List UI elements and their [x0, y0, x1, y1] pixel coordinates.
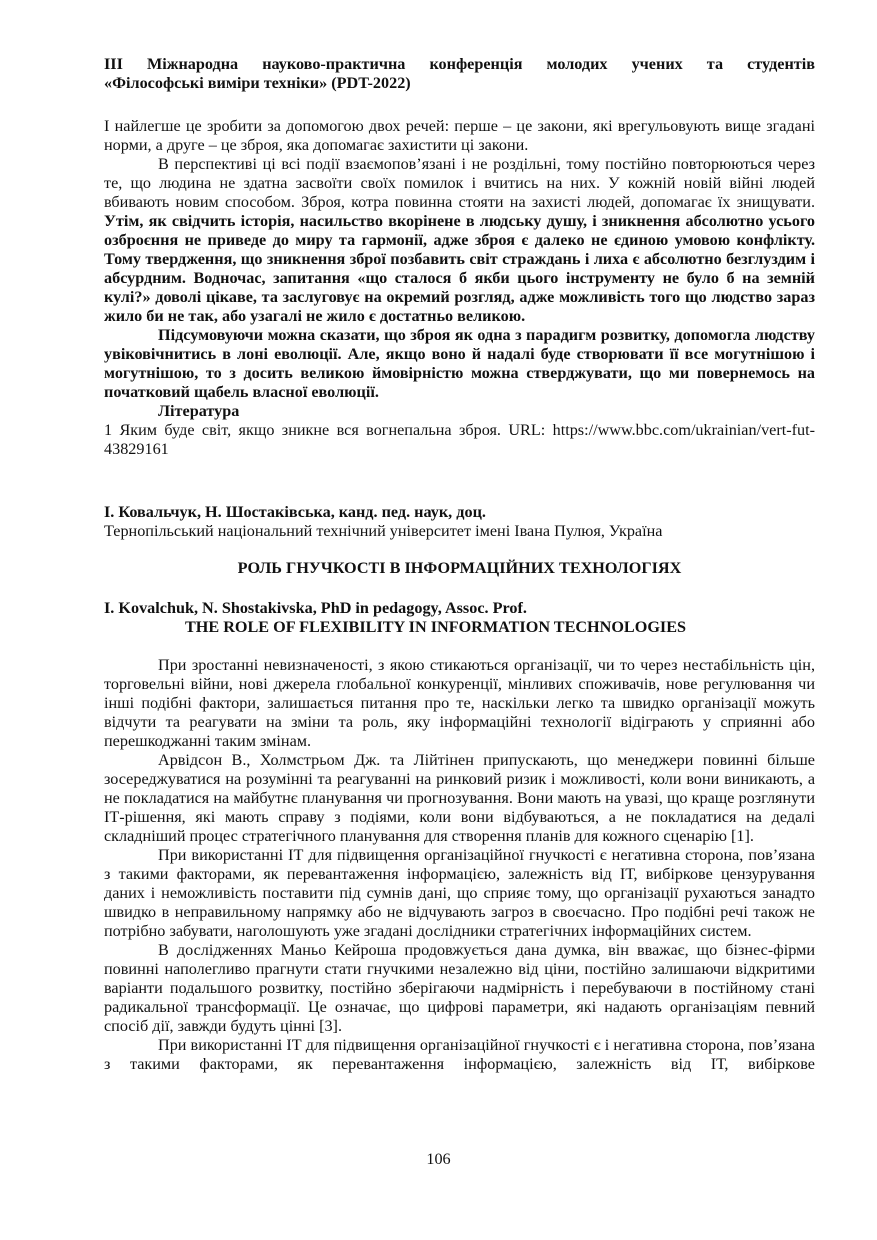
article-title-ua: РОЛЬ ГНУЧКОСТІ В ІНФОРМАЦІЙНИХ ТЕХНОЛОГІЯХ: [237, 559, 682, 577]
conclusion-paragraph: Підсумовуючи можна сказати, що зброя як одна з парадигм розвитку, допомогла людству увіковічнитись в лоні еволюції. Але, якщо воно й надалі буде створювати її все могутнішою і могутнішою, то з досить великою ймовірністю можна стверджувати, що ми повернемось на початковий щабель власної еволюції.: [104, 326, 815, 401]
paragraph-bold-text: Утім, як свідчить історія, насильство вкорінене в людську душу, і зникнення абсолютно усього озброєння не приведе до миру та гармонії, адже зброя є далеко не єдиною умовою конфлікту. Тому твердження, що зникнення зброї позбавить світ страждань і лиха є абсолютно безглуздим і абсурдним. Водночас, запитання «що сталося б якби цього інструменту не було б на земній кулі?» доволі цікаве, та заслуговує на окремий розгляд, адже можливість того що людство зараз жило би не так, або узагалі не жило є достатньо великою.: [104, 212, 815, 325]
page-number: 106: [426, 1150, 451, 1168]
paragraph: При використанні ІТ для підвищення організаційної гнучкості є і негативна сторона, пов’язана з такими факторами, як перевантаження інформацією, залежність від ІТ, вибіркове: [104, 1036, 815, 1073]
previous-article-body: [104, 117, 815, 459]
article-byline-ua: [104, 503, 815, 541]
paragraph: При використанні ІТ для підвищення організаційної гнучкості є негативна сторона, пов’язана з такими факторами, як перевантаження інформацією, залежність від ІТ, вибіркове цензурування даних і неможливість поставити під сумнів дані, що сприяє тому, що організації рухаються занадто швидко в неправильному напрямку або не відчувають загроз в своєчасно. Про подібні речі також не потрібно забувати, наголошують уже згадані дослідники стратегічних інформаційних систем.: [104, 846, 815, 940]
reference-item: [104, 421, 815, 459]
conference-header: [104, 55, 815, 93]
affiliation-ua: Тернопільський національний технічний університет імені Івана Пулюя, Україна: [104, 522, 663, 540]
paragraph: І найлегше це зробити за допомогою двох речей: перше – це закони, які врегульовують вище згадані норми, а друге – це зброя, яка допомагає захистити ці закони.: [104, 117, 815, 154]
conference-header-line1: III Міжнародна науково-практична конференція молодих учених та студентів: [104, 55, 815, 73]
authors-ua: І. Ковальчук, Н. Шостаківська, канд. пед. наук, доц.: [104, 503, 486, 521]
article-title-en: THE ROLE OF FLEXIBILITY IN INFORMATION TECHNOLOGIES: [185, 618, 687, 636]
paragraph: В дослідженнях Маньо Кейроша продовжується дана думка, він вважає, що бізнес-фірми повинні наполегливо прагнути стати гнучкими незалежно від ціни, постійно залишаючи відкритими варіанти подальшого розвитку, постійно зберігаючи надмірність і перебуваючи в постійному стані радикальної трансформації. Це означає, що цифрові параметри, які надають організаціям певний спосіб дії, завжди будуть цінні [3].: [104, 941, 815, 1035]
article-byline-en: [104, 599, 815, 637]
paragraph: [104, 155, 815, 326]
paragraph: Арвідсон В., Холмстрьом Дж. та Лійтінен припускають, що менеджери повинні більше зосереджуватися на розумінні та реагуванні на ринковий ризик і можливості, коли вони виникають, а не покладатися на майбутнє планування чи прогнозування. Вони мають на увазі, що краще розглянути ІТ-рішення, які мають справу з подіями, коли вони відбуваються, а не покладатися на дедалі складніший процес стратегічного планування для створення планів для кожного сценарію [1].: [104, 751, 815, 845]
authors-en: I. Kovalchuk, N. Shostakivska, PhD in pedagogy, Assoc. Prof.: [104, 599, 527, 617]
article-body: [104, 656, 815, 1074]
paragraph: При зростанні невизначеності, з якою стикаються організації, чи то через нестабільність цін, торговельні війни, нові джерела глобальної конкуренції, мінливих споживачів, нове регулювання чи інші подібні фактори, залишається питання про те, наскільки легко та швидко організації можуть відчути та реагувати на зміни та роль, яку інформаційні технології відіграють у сприянні або перешкоджанні таким змінам.: [104, 656, 815, 750]
conference-header-line2: «Філософські виміри техніки» (PDT-2022): [104, 74, 411, 92]
references-title: Література: [158, 402, 240, 420]
reference-link[interactable]: 1 Яким буде світ, якщо зникне вся вогнепальна зброя. URL: https://www.bbc.com/ukrainian/vert-fut-43829161: [104, 421, 815, 458]
paragraph-normal-text: В перспективі ці всі події взаємопов’язані і не роздільні, тому постійно повторюються через те, що людина не здатна засвоїти своїх помилок і вчитись на них. У кожній новій війні людей вбивають новим способом. Зброя, котра повинна стояти на захисті людей, допомагає їх знищувати.: [104, 155, 815, 211]
